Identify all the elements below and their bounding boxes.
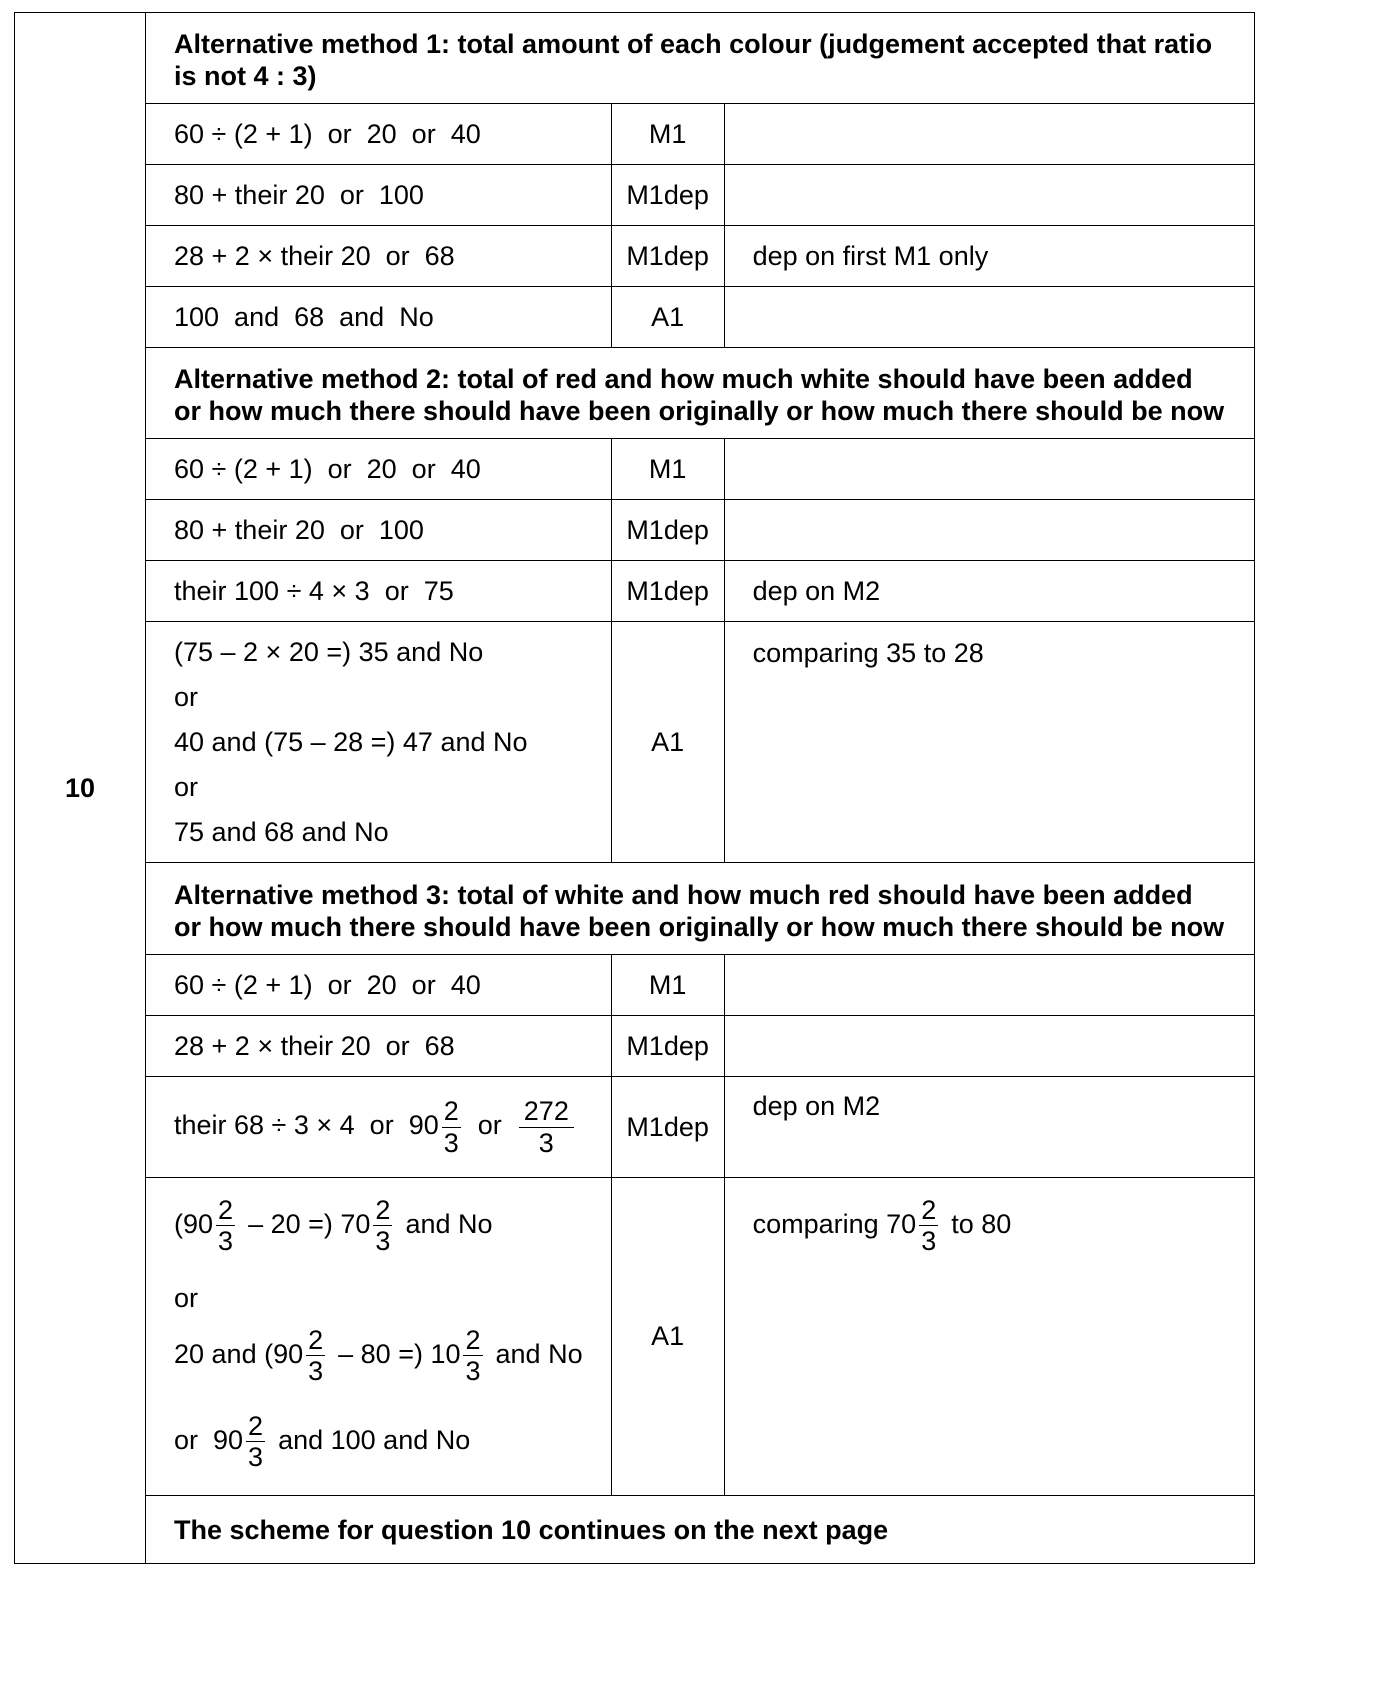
m2-row-3-mark: M1dep <box>611 561 724 622</box>
m1-row-3-comment: dep on first M1 only <box>724 226 1254 287</box>
continuation-note: The scheme for question 10 continues on the next page <box>146 1496 1255 1564</box>
fraction-two-thirds: $\frac{2}{3}$ <box>308 1325 324 1387</box>
m3-final-mark: A1 <box>611 1178 724 1496</box>
m2-row-1-working: 60 ÷ (2 + 1) or 20 or 40 <box>146 439 612 500</box>
m3-final-comment: comparing 70 $\frac{2}{3}$ to 80 <box>724 1178 1254 1496</box>
m1-row-2-working: 80 + their 20 or 100 <box>146 165 612 226</box>
m3-row-3-comment: dep on M2 <box>724 1077 1254 1178</box>
m1-row-1-comment <box>724 104 1254 165</box>
m3-final-line-1: (90 $\frac{2}{3}$ – 20 =) 70 $\frac{2}{3}$ and No <box>174 1195 493 1257</box>
m3-row-1-comment <box>724 955 1254 1016</box>
m2-row-3-comment: dep on M2 <box>724 561 1254 622</box>
m2-final-line-5: 75 and 68 and No <box>174 816 389 847</box>
question-number: 10 <box>15 13 146 1564</box>
m1-row-3-working: 28 + 2 × their 20 or 68 <box>146 226 612 287</box>
m3-row-2-working: 28 + 2 × their 20 or 68 <box>146 1016 612 1077</box>
method-2-heading: Alternative method 2: total of red and how much white should have been added or how much there should have been originally or how much there should be now <box>146 348 1255 439</box>
m1-row-4-working: 100 and 68 and No <box>146 287 612 348</box>
m2-final-comment: comparing 35 to 28 <box>724 622 1254 863</box>
m2-row-3-working: their 100 ÷ 4 × 3 or 75 <box>146 561 612 622</box>
m3-row-1-working: 60 ÷ (2 + 1) or 20 or 40 <box>146 955 612 1016</box>
m2-row-1-mark: M1 <box>611 439 724 500</box>
fraction-two-thirds: $\frac{2}{3}$ <box>218 1195 234 1257</box>
fraction-two-thirds: $\frac{2}{3}$ <box>465 1325 481 1387</box>
method-1-heading: Alternative method 1: total amount of each colour (judgement accepted that ratio is not 4 : 3) <box>146 13 1255 104</box>
method-3-heading: Alternative method 3: total of white and how much red should have been added or how much there should have been originally or how much there should be now <box>146 863 1255 955</box>
fraction-two-thirds: $\frac{2}{3}$ <box>248 1411 264 1473</box>
m3-row-2-comment <box>724 1016 1254 1077</box>
m2-row-1-comment <box>724 439 1254 500</box>
m3-row-3-mark: M1dep <box>611 1077 724 1178</box>
or-label: or <box>477 1110 502 1141</box>
fraction-two-thirds: $\frac{2}{3}$ <box>443 1096 459 1158</box>
m3-row-3-prefix: their 68 ÷ 3 × 4 or 90 <box>174 1110 439 1141</box>
m1-row-2-comment <box>724 165 1254 226</box>
m3-final-line-3: or 90 $\frac{2}{3}$ and 100 and No <box>174 1411 471 1473</box>
m2-final-line-4: or <box>174 771 199 802</box>
m3-row-1-mark: M1 <box>611 955 724 1016</box>
m1-row-4-comment <box>724 287 1254 348</box>
m3-row-3-working <box>146 1077 612 1178</box>
m2-row-2-working: 80 + their 20 or 100 <box>146 500 612 561</box>
fraction-272-thirds: $\frac{272}{3}$ <box>519 1097 574 1157</box>
m2-final-line-2: or <box>174 681 199 712</box>
m3-final-or: or <box>174 1283 199 1313</box>
m3-row-2-mark: M1dep <box>611 1016 724 1077</box>
m3-final-working <box>146 1178 612 1496</box>
m2-final-working <box>146 622 612 863</box>
m2-row-2-comment <box>724 500 1254 561</box>
m1-row-3-mark: M1dep <box>611 226 724 287</box>
m1-row-4-mark: A1 <box>611 287 724 348</box>
m1-row-1-mark: M1 <box>611 104 724 165</box>
m2-row-2-mark: M1dep <box>611 500 724 561</box>
m2-final-mark: A1 <box>611 622 724 863</box>
m1-row-2-mark: M1dep <box>611 165 724 226</box>
m2-final-line-1: (75 – 2 × 20 =) 35 and No <box>174 636 484 667</box>
m1-row-1-working: 60 ÷ (2 + 1) or 20 or 40 <box>146 104 612 165</box>
m2-final-line-3: 40 and (75 – 28 =) 47 and No <box>174 726 528 757</box>
mark-scheme-table <box>14 12 1255 1564</box>
fraction-two-thirds: $\frac{2}{3}$ <box>921 1195 937 1257</box>
m3-final-line-2: 20 and (90 $\frac{2}{3}$ – 80 =) 10 $\frac{2}{3}$ and No <box>174 1325 583 1387</box>
fraction-two-thirds: $\frac{2}{3}$ <box>375 1195 391 1257</box>
